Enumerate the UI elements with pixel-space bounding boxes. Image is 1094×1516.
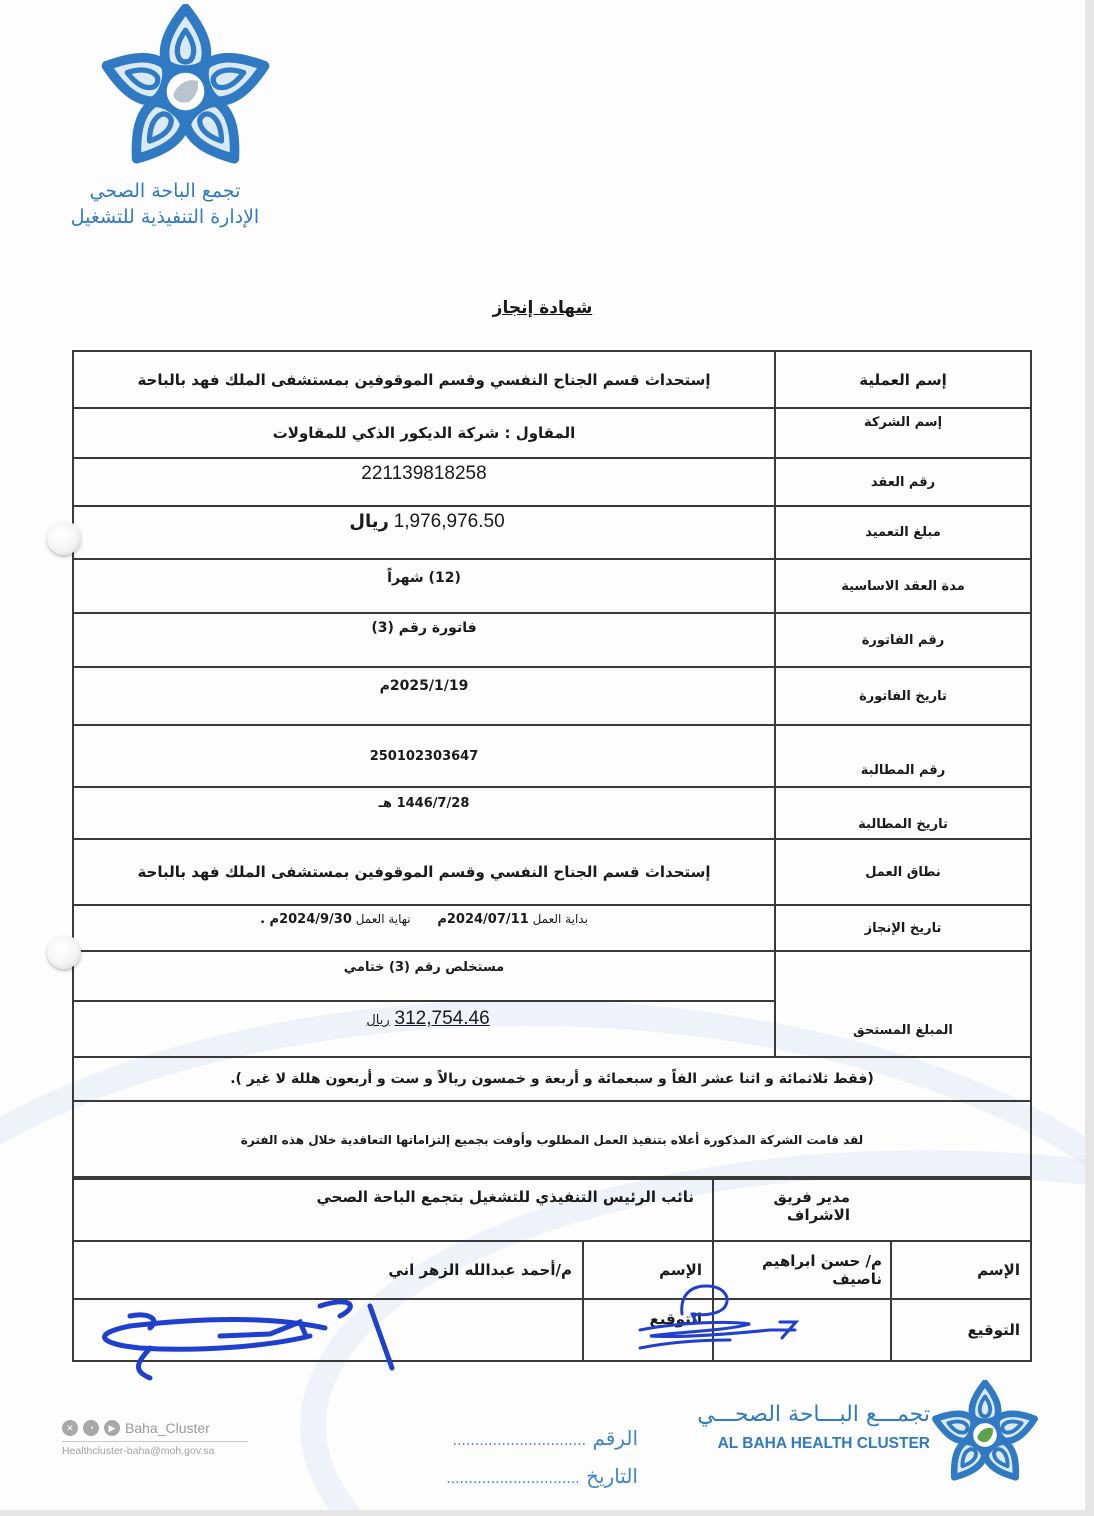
signature-label: التوقيع (891, 1299, 1031, 1361)
row-label: المبلغ المستحق (775, 951, 1031, 1057)
supervision-manager-signature-cell (713, 1299, 891, 1361)
row-value (73, 1001, 775, 1057)
row-value: (12) شهراً (73, 559, 775, 613)
row-label: رقم المطالبة (775, 725, 1031, 787)
row-label: نطاق العمل (775, 839, 1031, 905)
approved-amount-currency: ريال (349, 511, 389, 532)
supervision-manager-title: مدير فريق الاشراف (713, 1177, 1031, 1241)
row-label: مدة العقد الاساسية (775, 559, 1031, 613)
signature-header-row (73, 1177, 1031, 1241)
table-row (73, 725, 1031, 787)
signature-label: التوقيع (583, 1299, 713, 1361)
table-row (73, 1057, 1031, 1101)
table-row (73, 351, 1031, 408)
name-label: الإسم (891, 1241, 1031, 1299)
signature-sign-row (73, 1299, 1031, 1361)
row-value (73, 458, 775, 506)
reference-date-label: التاريخ (586, 1464, 638, 1488)
footer-contact (62, 1420, 262, 1457)
name-label: الإسم (583, 1241, 713, 1299)
signature-table (72, 1176, 1032, 1362)
star-logo-icon (98, 4, 273, 179)
row-value (73, 506, 775, 559)
table-row (73, 667, 1031, 725)
punch-hole (47, 521, 81, 555)
table-row (73, 408, 1031, 458)
row-value: إستحداث قسم الجناح النفسي وقسم الموقوفين بمستشفى الملك فهد بالباحة (73, 351, 775, 408)
row-label: تاريخ المطالبة (775, 787, 1031, 839)
certificate-table (72, 350, 1032, 1180)
vice-president-signature-cell (73, 1299, 583, 1361)
table-row (73, 951, 1031, 1001)
row-value: 1446/7/28 هـ (73, 787, 775, 839)
snapchat-icon[interactable]: ◔ (83, 1420, 99, 1436)
reference-date-field (378, 1464, 638, 1488)
table-row (73, 559, 1031, 613)
brand-english: AL BAHA HEALTH CLUSTER (717, 1435, 930, 1452)
table-row (73, 613, 1031, 667)
brand-arabic: تجمـــع البـــاحة الصحـــي (697, 1402, 930, 1427)
row-label: تاريخ الإنجاز (775, 905, 1031, 951)
reference-date-dots: .............................. (446, 1471, 580, 1487)
youtube-icon[interactable]: ▶ (104, 1420, 120, 1436)
start-label: بداية العمل (532, 912, 588, 926)
table-row (73, 1101, 1031, 1179)
end-label: نهاية العمل (355, 912, 411, 926)
row-value: المقاول : شركة الديكور الذكي للمقاولات (73, 408, 775, 458)
department-name: الإدارة التنفيذية للتشغيل (70, 206, 260, 228)
table-row (73, 905, 1031, 951)
row-label: رقم العقد (775, 458, 1031, 506)
amount-due-currency: ريال (366, 1013, 390, 1028)
completion-dates (73, 905, 775, 951)
row-label: رقم الفاتورة (775, 613, 1031, 667)
table-row (73, 787, 1031, 839)
footer-logo (697, 1372, 1080, 1482)
table-row (73, 458, 1031, 506)
declaration-text: لقد قامت الشركة المذكورة أعلاه بتنفيذ العمل المطلوب وأوفت بجميع إلتزاماتها التعاقدية خلال هذه الفترة (73, 1101, 1031, 1179)
x-icon[interactable]: ✕ (62, 1420, 78, 1436)
row-value: فاتورة رقم (3) (73, 613, 775, 667)
star-logo-icon (930, 1380, 1040, 1490)
approved-amount: 1,976,976.50 (393, 511, 505, 532)
org-name: تجمع الباحة الصحي (89, 180, 241, 202)
supervision-manager-name: م/ حسن ابراهيم ناصيف (713, 1241, 891, 1299)
table-row (73, 839, 1031, 905)
reference-number-dots: .............................. (452, 1433, 587, 1449)
amount-due: 312,754.46 (394, 1008, 490, 1029)
footer-divider (62, 1441, 248, 1442)
start-date: 2024/07/11م (437, 912, 529, 927)
amount-in-words: (فقط ثلاثمائة و اثنا عشر الفاً و سبعمائة و أربعة و خمسون ريالاً و ست و أربعون هللة لا غير ). (73, 1057, 1031, 1101)
row-label: مبلغ التعميد (775, 506, 1031, 559)
vice-president-name: م/أحمد عبدالله الزهر اني (73, 1241, 583, 1299)
signature-name-row (73, 1241, 1031, 1299)
vice-president-title: نائب الرئيس التنفيذي للتشغيل بتجمع الباحة الصحي (73, 1177, 713, 1241)
row-value: إستحداث قسم الجناح النفسي وقسم الموقوفين بمستشفى الملك فهد بالباحة (73, 839, 775, 905)
row-label: إسم الشركة (775, 408, 1031, 458)
page-title: شهادة إنجاز (492, 298, 593, 318)
statement-label: مستخلص رقم (3) ختامي (73, 951, 775, 1001)
row-value: 2025/1/19م (73, 667, 775, 725)
row-value: 250102303647 (73, 725, 775, 787)
reference-number-label: الرقم (592, 1426, 638, 1450)
end-date: 2024/9/30م . (260, 912, 352, 927)
social-handle[interactable]: Baha_Cluster (125, 1420, 210, 1436)
contract-number: 221139818258 (361, 463, 487, 484)
table-row (73, 506, 1031, 559)
footer-email[interactable]: Healthcluster-baha@moh.gov.sa (62, 1445, 215, 1457)
row-label: تاريخ الفاتورة (775, 667, 1031, 725)
punch-hole (47, 935, 81, 969)
row-label: إسم العملية (775, 351, 1031, 408)
reference-number-field (378, 1426, 638, 1450)
header-logo (60, 4, 290, 234)
